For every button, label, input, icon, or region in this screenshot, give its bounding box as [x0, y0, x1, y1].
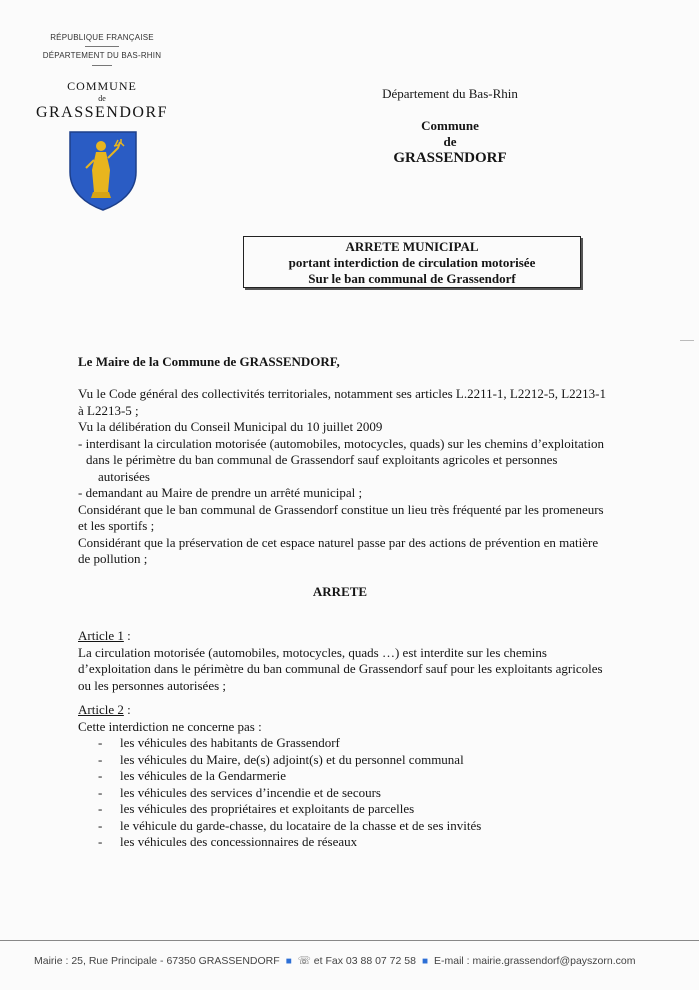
- article-1-colon: :: [123, 628, 131, 643]
- list-item-text: les véhicules du Maire, de(s) adjoint(s) et du personnel communal: [120, 751, 464, 767]
- list-item: [78, 818, 688, 835]
- commune-name: GRASSENDORF: [35, 104, 169, 121]
- footer-divider: [0, 940, 699, 941]
- dash-marker: -: [98, 768, 103, 783]
- dash-marker: -: [98, 834, 103, 849]
- right-commune-label: Commune: [421, 118, 479, 133]
- dash-marker: -: [98, 817, 103, 833]
- list-item: [78, 752, 688, 769]
- margin-mark: [680, 340, 694, 341]
- decree-title-line3: Sur le ban communal de Grassendorf: [308, 271, 516, 286]
- commune-de: de: [98, 94, 106, 103]
- right-department: Département du Bas-Rhin: [382, 86, 518, 101]
- list-item-text: le véhicule du garde-chasse, du locataire de la chasse et de ses invités: [120, 817, 482, 833]
- list-item: [78, 768, 688, 785]
- commune-label: COMMUNE: [67, 79, 137, 93]
- article-2-heading: Article 2: [78, 702, 124, 717]
- considerations-block: [78, 386, 683, 568]
- republic-label: RÉPUBLIQUE FRANÇAISE: [50, 33, 154, 42]
- footer-phone: ☏ et Fax 03 88 07 72 58: [297, 955, 416, 967]
- article-2-colon: :: [123, 702, 131, 717]
- right-commune-name: GRASSENDORF: [393, 150, 507, 166]
- footer: [34, 955, 635, 967]
- list-item: [78, 801, 688, 818]
- exception-list: [78, 735, 688, 851]
- list-item-text: les véhicules des habitants de Grassendorf: [120, 735, 340, 750]
- list-item: [78, 785, 688, 802]
- consideration-line: - demandant au Maire de prendre un arrêté municipal ;: [78, 485, 363, 500]
- consideration-line: Considérant que le ban communal de Grassendorf constitue un lieu très fréquenté par les promeneurs: [78, 501, 604, 517]
- article-1: [78, 628, 688, 694]
- article-1-line: d’exploitation dans le périmètre du ban communal de Grassendorf sauf pour les exploitants agricoles: [78, 661, 603, 676]
- footer-bullet: ■: [285, 956, 292, 967]
- dash-marker: -: [98, 784, 103, 800]
- arrete-heading: ARRETE: [312, 584, 368, 599]
- dash-marker: -: [98, 735, 103, 750]
- dash-marker: -: [98, 801, 103, 816]
- consideration-line: Considérant que la préservation de cet espace naturel passe par des actions de prévention en matière: [78, 534, 599, 550]
- consideration-line: - interdisant la circulation motorisée (automobiles, motocycles, quads) sur les chemins d’exploitation: [78, 435, 605, 451]
- decree-title-line2: portant interdiction de circulation motorisée: [288, 255, 536, 270]
- consideration-line: et les sportifs ;: [78, 518, 155, 533]
- article-2-intro: Cette interdiction ne concerne pas :: [78, 718, 262, 734]
- footer-email: E-mail : mairie.grassendorf@payszorn.com: [434, 955, 636, 967]
- consideration-line: Vu le Code général des collectivités territoriales, notamment ses articles L.2211-1, L2212-5, L2213-1: [78, 386, 606, 401]
- consideration-line: à L2213-5 ;: [78, 402, 139, 418]
- article-1-line: La circulation motorisée (automobiles, motocycles, quads …) est interdite sur les chemins: [78, 644, 547, 660]
- right-commune-de: de: [443, 134, 457, 149]
- article-1-line: ou les personnes autorisées ;: [78, 677, 227, 693]
- decree-title-box: [243, 236, 581, 288]
- consideration-line: de pollution ;: [78, 551, 148, 566]
- footer-bullet: ■: [421, 956, 428, 967]
- consideration-line: dans le périmètre du ban communal de Grassendorf sauf exploitants agricoles et personnes: [86, 452, 558, 467]
- list-item-text: les véhicules de la Gendarmerie: [120, 768, 287, 783]
- department-label: DÉPARTEMENT DU BAS-RHIN: [42, 51, 162, 60]
- list-item-text: les véhicules des propriétaires et exploitants de parcelles: [120, 801, 415, 816]
- article-2: [78, 702, 688, 851]
- consideration-line: Vu la délibération du Conseil Municipal du 10 juillet 2009: [78, 419, 383, 434]
- footer-address: Mairie : 25, Rue Principale - 67350 GRASSENDORF: [34, 955, 280, 967]
- letterhead-divider-2: [92, 65, 112, 66]
- list-item: [78, 735, 688, 752]
- coat-of-arms-icon: [68, 130, 138, 212]
- letterhead-divider: [85, 46, 119, 47]
- list-item-text: les véhicules des concessionnaires de réseaux: [120, 834, 358, 849]
- consideration-line: autorisées: [98, 468, 150, 484]
- list-item: [78, 834, 688, 851]
- mayor-heading: Le Maire de la Commune de GRASSENDORF,: [78, 354, 340, 369]
- article-1-heading: Article 1: [78, 628, 124, 643]
- list-item-text: les véhicules des services d’incendie et de secours: [120, 784, 381, 800]
- dash-marker: -: [98, 751, 103, 767]
- decree-title-line1: ARRETE MUNICIPAL: [345, 239, 479, 254]
